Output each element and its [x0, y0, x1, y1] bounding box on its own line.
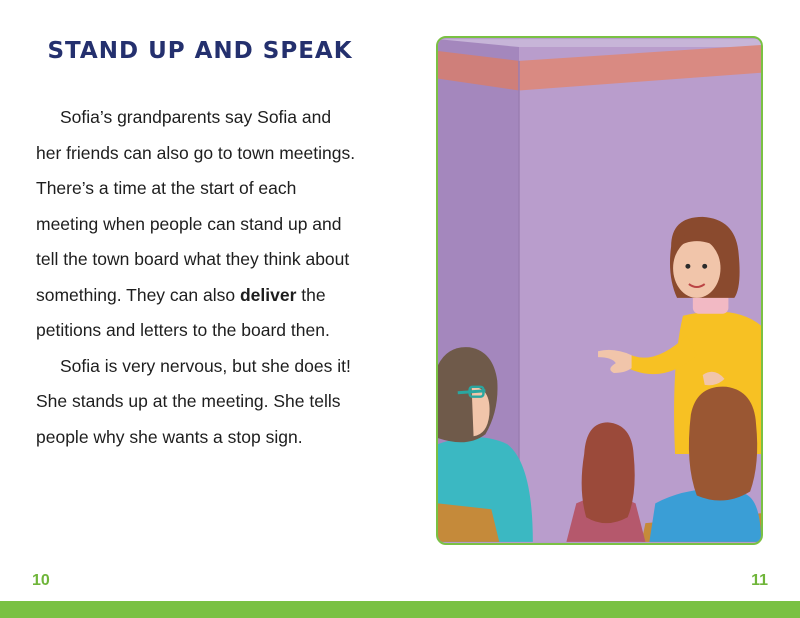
audience-hair	[689, 387, 757, 501]
text-line	[36, 282, 386, 318]
text-line: Sofia’s grandparents say Sofia and	[60, 107, 332, 127]
footer-bar	[0, 601, 800, 618]
text-line: There’s a time at the start of each	[36, 178, 297, 198]
text-line: people why she wants a stop sign.	[36, 426, 303, 447]
woman-eye	[702, 264, 707, 269]
text-line: tell the town board what they think about	[36, 249, 350, 269]
text-fragment: something. They can also	[36, 284, 240, 305]
glasses-icon	[458, 391, 486, 393]
text-line: her friends can also go to town meetings.	[36, 142, 356, 163]
vocabulary-word: deliver	[239, 284, 297, 305]
woman-face	[673, 239, 720, 298]
text-fragment: the	[296, 284, 326, 305]
story-text	[36, 104, 386, 459]
man-hair	[438, 347, 498, 442]
text-line: Sofia is very nervous, but she does it!	[60, 355, 351, 376]
text-line: She stands up at the meeting. She tells	[36, 391, 341, 411]
page-number-left: 10	[32, 572, 50, 589]
girl-hair	[582, 422, 635, 523]
woman-eye	[685, 264, 690, 269]
text-line: meeting when people can stand up and	[36, 213, 342, 234]
page-number-right: 11	[751, 572, 768, 589]
text-line: petitions and letters to the board then.	[36, 320, 330, 340]
meeting-illustration	[436, 36, 763, 545]
illustration-art	[438, 38, 761, 543]
page-heading: STAND UP AND SPEAK	[47, 38, 353, 64]
